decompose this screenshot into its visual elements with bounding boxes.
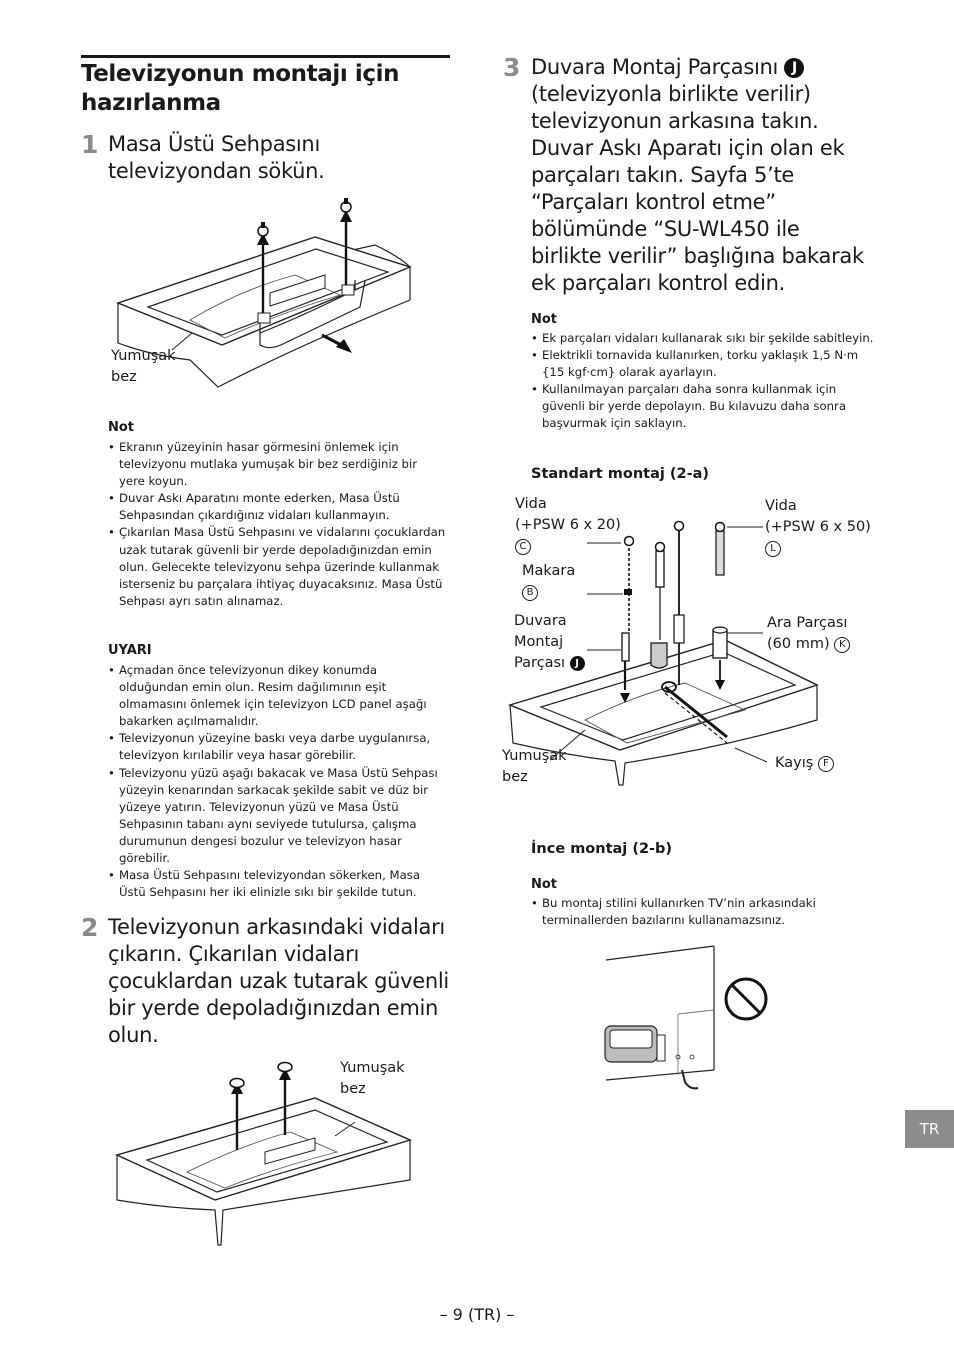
list-item: • Bu montaj stilini kullanırken TV’nin arkasındaki terminallerden bazılarını kullanamazsınız. [531, 895, 861, 929]
list-item: • Televizyonu yüzü aşağı bakacak ve Masa Üstü Sehpası yüzeyin kenarından sarkacak şekilde sabit ve düz bir yüzeye yatırın. Televizyonun yüzü ve Masa Üstü Sehpasının tabanı aynı seviyede tutulursa, çalışma durumunun dengesi bozulur ve televizyon hasar görebilir. [108, 765, 450, 868]
list-item: • Kullanılmayan parçaları daha sonra kullanmak için güvenli bir yerde depolayın. Bu kılavuzu daha sonra başvurmak için saklayın. [531, 381, 876, 432]
step-2-soft-cloth-label: Yumuşak bez [340, 1060, 405, 1097]
language-tab: TR [905, 1110, 954, 1148]
list-item: • Elektrikli tornavida kullanırken, torku yaklaşık 1,5 N·m {15 kgf·cm} olarak ayarlayın. [531, 347, 876, 381]
step-2-number: 2 [81, 913, 99, 942]
step-3-text: Duvara Montaj Parçasını J (televizyonla birlikte verilir) televizyonun arkasına takın. Duvar Askı Aparatı için olan ek parçaları takın. Sayfa 5’te “Parçaları kontrol etme” bölümünde “SU-WL450 ile birlikte verilir” başlığına bakarak ek parçaları kontrol edin. [531, 55, 864, 295]
thin-mount-heading: İnce montaj (2-b) [531, 841, 673, 857]
step-1-text: Masa Üstü Sehpasını televizyondan sökün. [108, 132, 325, 183]
screw-c-label: Vida (+PSW 6 x 20) C [515, 494, 621, 557]
thin-mount-note-heading: Not [531, 877, 558, 892]
belt-f-label: Kayış F [775, 753, 834, 774]
washer-b-label: Makara B [522, 561, 575, 603]
note-1-heading: Not [108, 420, 135, 435]
list-item: • Ek parçaları vidaları kullanarak sıkı bir şekilde sabitleyin. [531, 330, 876, 347]
note-1-list [108, 439, 446, 610]
list-item: • Ekranın yüzeyinin hasar görmesini önlemek için televizyonu mutlaka yumuşak bir bez serdiğiniz bir yere koyun. [108, 439, 446, 490]
part-l-badge: L [765, 541, 781, 557]
note-3-heading: Not [531, 312, 558, 327]
step-2-text: Televizyonun arkasındaki vidaları çıkarın. Çıkarılan vidaları çocuklardan uzak tutarak güvenli bir yerde depoladığınızdan emin olun. [108, 915, 449, 1047]
part-j-badge-small: J [570, 656, 585, 671]
page-title: Televizyonun montajı için hazırlanma [81, 61, 400, 116]
page-number: – 9 (TR) – [439, 1305, 515, 1324]
part-j-badge: J [784, 58, 804, 78]
part-b-badge: B [522, 585, 538, 601]
standard-soft-cloth-label: Yumuşak bez [502, 748, 567, 785]
part-f-badge: F [818, 756, 834, 772]
thin-mount-illustration [600, 940, 780, 1095]
step-3-number: 3 [503, 53, 521, 82]
part-k-badge: K [834, 637, 850, 653]
wall-mount-bracket-label: Duvara Montaj Parçası J [514, 611, 585, 674]
warning-list [108, 662, 450, 901]
step-1-number: 1 [81, 130, 99, 159]
list-item: • Masa Üstü Sehpasını televizyondan sökerken, Masa Üstü Sehpasını her iki elinizle sıkı bir şekilde tutun. [108, 867, 450, 901]
thin-mount-note-list [531, 895, 861, 929]
warning-heading: UYARI [108, 643, 152, 658]
screw-l-label: Vida (+PSW 6 x 50) L [765, 496, 871, 559]
standard-mount-heading: Standart montaj (2-a) [531, 466, 710, 482]
note-3-list [531, 330, 876, 433]
spacer-k-label: Ara Parçası (60 mm) K [767, 613, 850, 655]
title-rule [81, 55, 450, 58]
list-item: • Televizyonun yüzeyine baskı veya darbe uygulanırsa, televizyon kırılabilir veya hasar görebilir. [108, 730, 450, 764]
part-c-badge: C [515, 539, 531, 555]
list-item: • Çıkarılan Masa Üstü Sehpasını ve vidalarını çocuklardan uzak tutarak güvenli bir yerde depoladığınızdan emin olun. Gelecekte televizyonu sehpa üzerinde kullanmak isterseniz bu parçalara ihtiyaç duyacaksınız. Masa Üstü Sehpası ayrı satın alınamaz. [108, 524, 446, 609]
step-1-soft-cloth-label: Yumuşak bez [111, 348, 176, 385]
list-item: • Duvar Askı Aparatını monte ederken, Masa Üstü Sehpasından çıkardığınız vidaları kullanmayın. [108, 490, 446, 524]
list-item: • Açmadan önce televizyonun dikey konumda olduğundan emin olun. Resim dağılımının eşit olmamasını önlemek için televizyon LCD panel aşağı bakarken açılmamalıdır. [108, 662, 450, 730]
